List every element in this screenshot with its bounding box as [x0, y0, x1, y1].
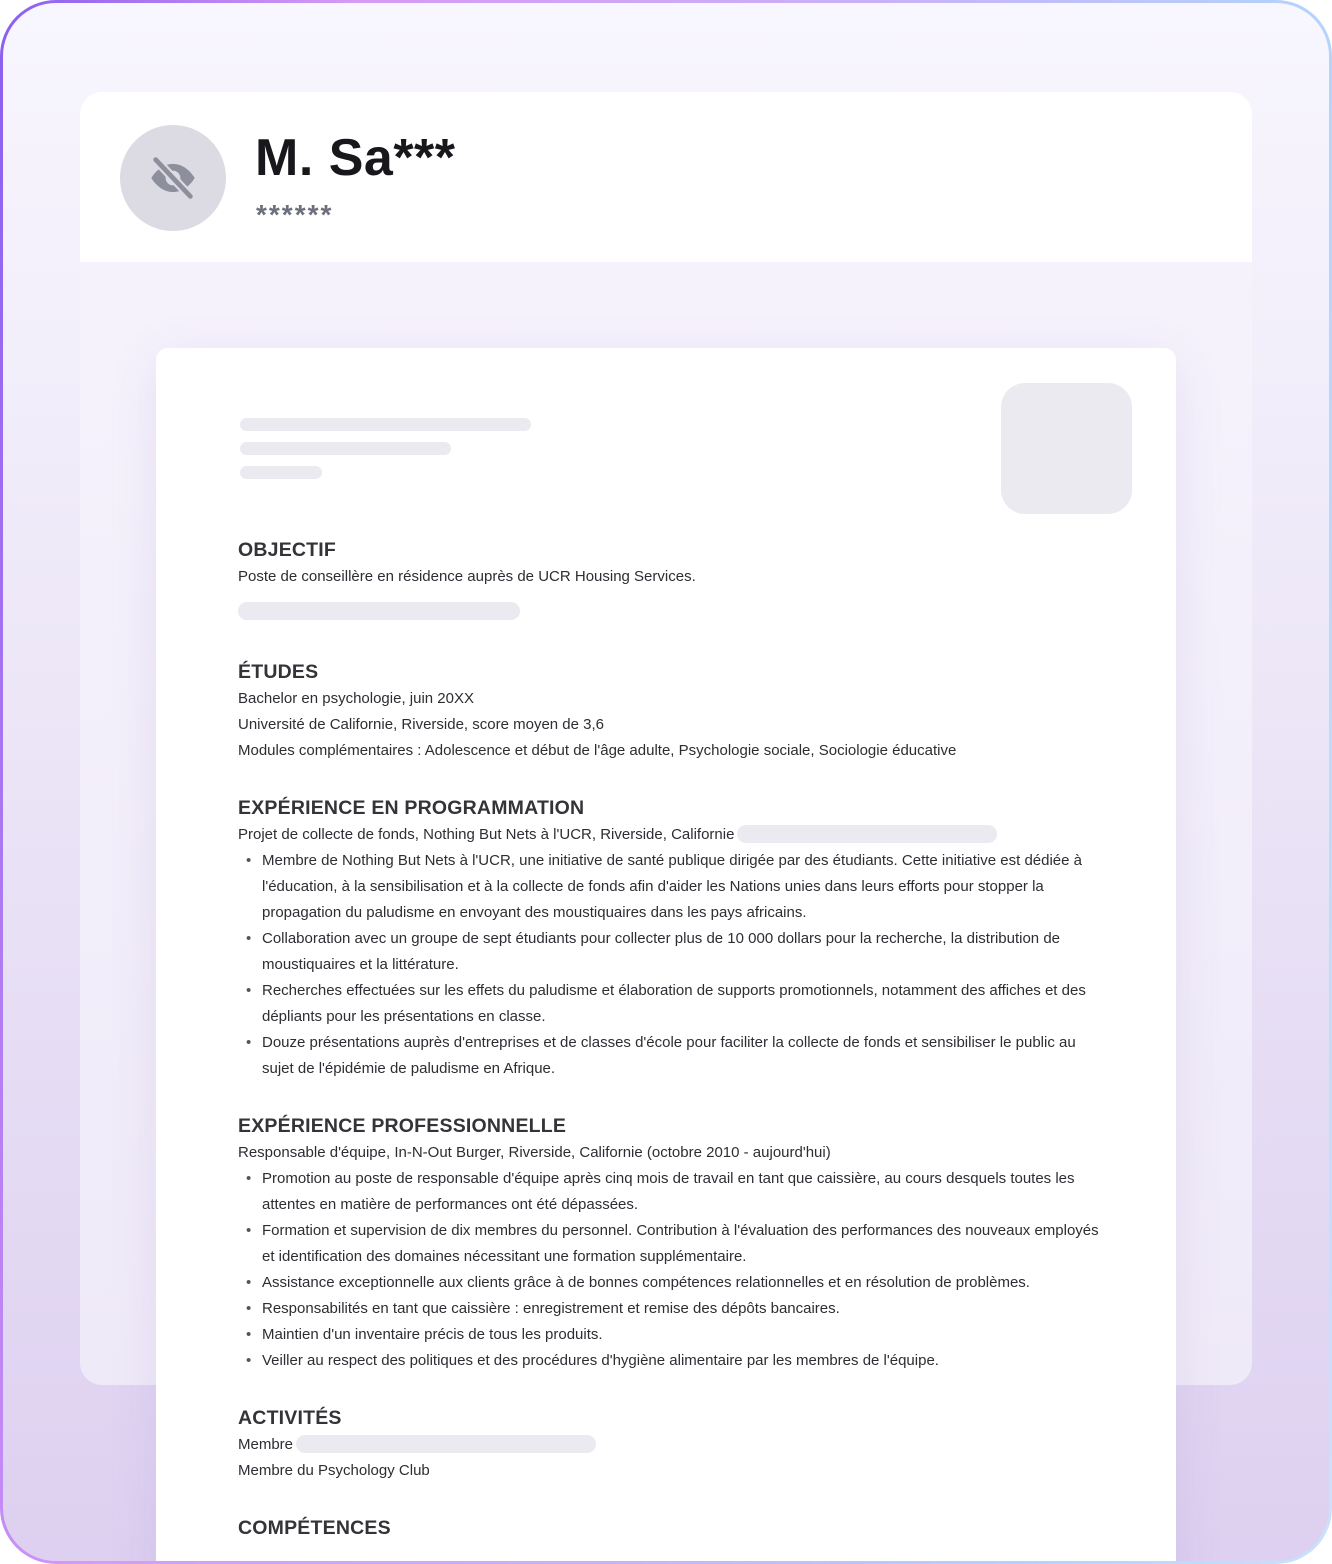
section-title: ÉTUDES: [238, 661, 319, 683]
profile-header: [80, 92, 1252, 262]
education-line: Bachelor en psychologie, juin 20XX: [238, 690, 474, 707]
section-title: COMPÉTENCES: [238, 1517, 391, 1539]
activity-text: Membre: [238, 1436, 294, 1453]
resume-content: [238, 536, 1108, 1542]
redacted-header-line: [240, 442, 451, 455]
redacted-header-line: [240, 466, 322, 479]
section-professional: [238, 1112, 1108, 1374]
avatar: [120, 125, 226, 231]
section-title: EXPÉRIENCE PROFESSIONNELLE: [238, 1115, 567, 1137]
education-line: Modules complémentaires : Adolescence et début de l'âge adulte, Psychologie sociale, Sociologie éducative: [238, 742, 957, 759]
resume-document: [156, 348, 1176, 1564]
redacted-date: [737, 825, 997, 843]
list-item: • Formation et supervision de dix membres du personnel. Contribution à l'évaluation des performances des nouveaux employés et identification des domaines nécessitant une formation supplémentaire.: [238, 1218, 1108, 1270]
section-activities: [238, 1404, 1108, 1484]
section-education: [238, 658, 1108, 764]
section-title: EXPÉRIENCE EN PROGRAMMATION: [238, 797, 585, 819]
redacted-header-line: [240, 418, 531, 431]
redacted-activity: [296, 1435, 596, 1453]
section-title: ACTIVITÉS: [238, 1407, 342, 1429]
list-item: • Responsabilités en tant que caissière : enregistrement et remise des dépôts bancaires.: [238, 1296, 1108, 1322]
list-item: • Collaboration avec un groupe de sept étudiants pour collecter plus de 10 000 dollars pour la recherche, la distribution de moustiquaires et la littérature.: [238, 926, 1108, 978]
professional-subtitle: Responsable d'équipe, In-N-Out Burger, Riverside, Californie (octobre 2010 - aujourd'hui): [238, 1144, 831, 1161]
list-item: • Veiller au respect des politiques et des procédures d'hygiène alimentaire par les membres de l'équipe.: [238, 1348, 1108, 1374]
list-item: • Maintien d'un inventaire précis de tous les produits.: [238, 1322, 1108, 1348]
professional-bullets: [238, 1166, 1108, 1374]
objective-text: Poste de conseillère en résidence auprès de UCR Housing Services.: [238, 568, 696, 585]
activity-line: Membre du Psychology Club: [238, 1462, 430, 1479]
candidate-name: M. Sa***: [255, 129, 456, 187]
photo-placeholder: [1001, 383, 1132, 514]
programming-subtitle-text: Projet de collecte de fonds, Nothing But Nets à l'UCR, Riverside, Californie: [238, 826, 735, 843]
list-item: • Membre de Nothing But Nets à l'UCR, une initiative de santé publique dirigée par des étudiants. Cette initiative est dédiée à l'éducation, à la sensibilisation et à la collecte de fonds afin d'aider les Nations unies dans leurs efforts pour stopper la propagation du paludisme en envoyant des moustiquaires dans les pays africains.: [238, 848, 1108, 926]
list-item: • Douze présentations auprès d'entreprises et de classes d'école pour faciliter la collecte de fonds et sensibiliser le public au sujet de l'épidémie de paludisme en Afrique.: [238, 1030, 1108, 1082]
education-line: Université de Californie, Riverside, score moyen de 3,6: [238, 716, 604, 733]
section-programming: [238, 794, 1108, 1082]
list-item: • Promotion au poste de responsable d'équipe après cinq mois de travail en tant que caissière, au cours desquels toutes les attentes en matière de performances ont été dépassées.: [238, 1166, 1108, 1218]
section-objective: [238, 536, 1108, 620]
list-item: • Recherches effectuées sur les effets du paludisme et élaboration de supports promotionnels, notamment des affiches et des dépliants pour les présentations en classe.: [238, 978, 1108, 1030]
programming-bullets: [238, 848, 1108, 1082]
eye-off-icon: [147, 152, 199, 204]
list-item: • Assistance exceptionnelle aux clients grâce à de bonnes compétences relationnelles et en résolution de problèmes.: [238, 1270, 1108, 1296]
redacted-line: [238, 602, 520, 620]
candidate-subtitle: ******: [256, 199, 334, 230]
section-skills: [238, 1514, 1108, 1542]
programming-subtitle: [238, 822, 1108, 848]
section-title: OBJECTIF: [238, 539, 337, 561]
activity-line: [238, 1432, 1108, 1458]
